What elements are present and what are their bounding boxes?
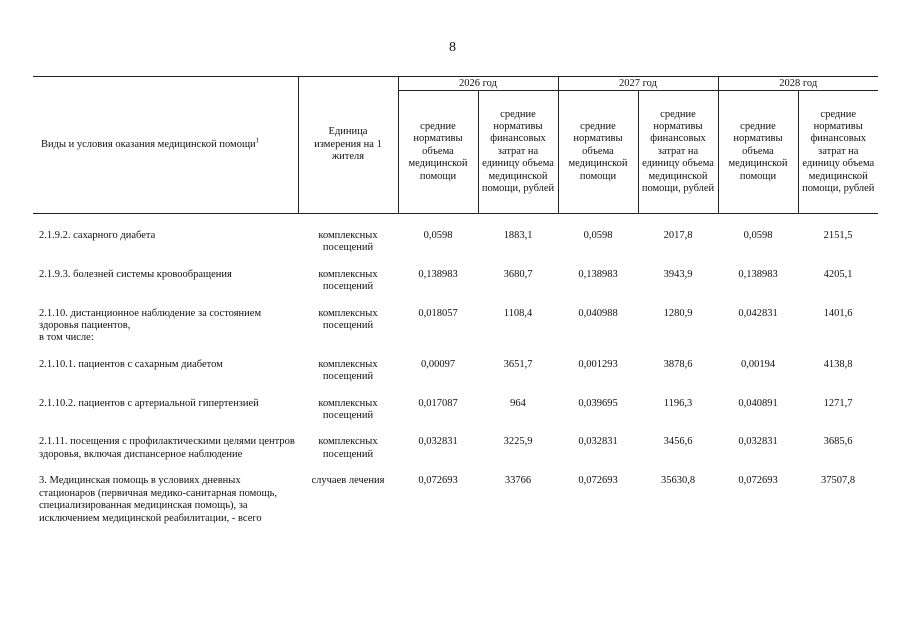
value-volume-2026: 0,072693 <box>418 475 458 487</box>
row-unit: комплексных посещений <box>318 268 378 293</box>
value-volume-2027: 0,040988 <box>578 307 618 319</box>
header-col-unit: Единица измерения на 1 жителя <box>298 77 398 214</box>
value-cost-2027: 3456,6 <box>663 436 693 448</box>
header-col-name: Виды и условия оказания медицинской помощи$^1$ <box>33 77 298 214</box>
value-cost-2028: 4205,1 <box>823 268 853 280</box>
value-cost-2026: 3680,7 <box>503 268 533 280</box>
value-cost-2027: 3878,6 <box>663 358 693 370</box>
row-name: 2.1.10.2. пациентов с артериальной гипертензией <box>39 397 259 409</box>
value-volume-2028: 0,138983 <box>738 268 778 280</box>
value-volume-2026: 0,0598 <box>423 230 453 241</box>
value-volume-2028: 0,040891 <box>738 397 778 409</box>
row-name: 2.1.11. посещения с профилактическими целями центров здоровья, включая диспансерное наблюдение <box>39 436 295 460</box>
value-volume-2026: 0,032831 <box>418 436 458 448</box>
value-cost-2026: 1883,1 <box>503 230 533 241</box>
table-body <box>33 214 878 539</box>
header-sub-volume: средние нормативы объема медицинской помощи <box>718 91 798 214</box>
value-cost-2028: 37507,8 <box>820 475 856 487</box>
value-cost-2027: 3943,9 <box>663 268 693 280</box>
value-volume-2028: 0,0598 <box>743 230 773 241</box>
row-unit: случаев лечения <box>311 475 385 487</box>
value-cost-2026: 3225,9 <box>503 436 533 448</box>
value-cost-2028: 4138,8 <box>823 358 853 370</box>
value-cost-2026: 964 <box>510 397 526 409</box>
header-year-2028: 2028 год <box>718 77 878 91</box>
value-volume-2026: 0,017087 <box>418 397 458 409</box>
header-sub-volume: средние нормативы объема медицинской помощи <box>398 91 478 214</box>
value-volume-2027: 0,001293 <box>578 358 618 370</box>
value-volume-2028: 0,042831 <box>738 307 778 319</box>
page-number: 8 <box>449 40 456 55</box>
value-cost-2027: 1280,9 <box>663 307 693 319</box>
header-year-2027: 2027 год <box>558 77 718 91</box>
header-year-2026: 2026 год <box>398 77 558 91</box>
value-volume-2026: 0,00097 <box>420 358 456 370</box>
row-name: 2.1.9.3. болезней системы кровообращения <box>39 268 232 280</box>
row-unit: комплексных посещений <box>318 397 378 422</box>
row-name: 3. Медицинская помощь в условиях дневных стационаров (первичная медико-санитарная помощь, специализированная медицинская помощь), за исключением медицинской реабилитации, - всего <box>39 475 278 524</box>
value-volume-2026: 0,018057 <box>418 307 458 319</box>
table-row <box>33 475 878 539</box>
table-row <box>33 269 878 308</box>
value-volume-2026: 0,138983 <box>418 268 458 280</box>
value-volume-2027: 0,0598 <box>583 230 613 241</box>
row-unit: комплексных посещений <box>318 230 378 254</box>
value-volume-2027: 0,072693 <box>578 475 618 487</box>
value-volume-2027: 0,039695 <box>578 397 618 409</box>
value-cost-2028: 1401,6 <box>823 307 853 319</box>
table-row <box>33 359 878 398</box>
row-name: 2.1.9.2. сахарного диабета <box>39 230 156 241</box>
norms-table <box>33 76 878 539</box>
value-cost-2026: 1108,4 <box>503 307 533 319</box>
value-volume-2027: 0,138983 <box>578 268 618 280</box>
row-unit: комплексных посещений <box>318 307 378 332</box>
row-name: 2.1.10.1. пациентов с сахарным диабетом <box>39 358 223 370</box>
value-volume-2027: 0,032831 <box>578 436 618 448</box>
value-cost-2028: 2151,5 <box>823 230 853 241</box>
value-cost-2027: 1196,3 <box>663 397 693 409</box>
header-sub-cost: средние нормативы финансовых затрат на единицу объема медицинской помощи, рублей <box>478 91 558 214</box>
value-cost-2028: 1271,7 <box>823 397 853 409</box>
value-cost-2026: 3651,7 <box>503 358 533 370</box>
table-row <box>33 230 878 269</box>
header-sub-cost: средние нормативы финансовых затрат на единицу объема медицинской помощи, рублей <box>638 91 718 214</box>
value-cost-2027: 2017,8 <box>663 230 693 241</box>
value-cost-2027: 35630,8 <box>660 475 696 487</box>
value-cost-2028: 3685,6 <box>823 436 853 448</box>
header-sub-cost: средние нормативы финансовых затрат на единицу объема медицинской помощи, рублей <box>798 91 878 214</box>
header-sub-volume: средние нормативы объема медицинской помощи <box>558 91 638 214</box>
table-row <box>33 308 878 359</box>
value-volume-2028: 0,00194 <box>740 358 776 370</box>
row-unit: комплексных посещений <box>318 358 378 383</box>
row-unit: комплексных посещений <box>318 436 378 460</box>
value-cost-2026: 33766 <box>504 475 532 487</box>
row-name: 2.1.10. дистанционное наблюдение за состоянием здоровья пациентов, в том числе: <box>39 307 262 344</box>
value-volume-2028: 0,072693 <box>738 475 778 487</box>
table-row <box>33 398 878 437</box>
value-volume-2028: 0,032831 <box>738 436 778 448</box>
table-row <box>33 436 878 475</box>
